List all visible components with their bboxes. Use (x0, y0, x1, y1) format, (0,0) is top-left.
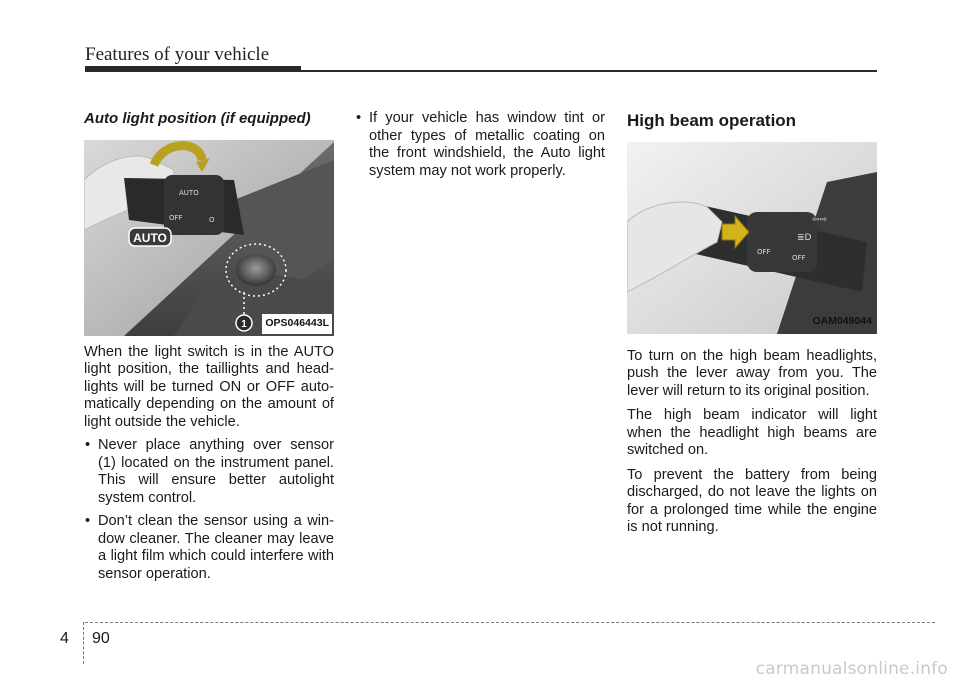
auto-label: AUTO (133, 230, 167, 245)
figure-code: OPS046443L (262, 314, 332, 334)
window-tint-bullets (355, 110, 605, 180)
auto-light-paragraph: When the light switch is in the AUTO light position, the taillights and headlights will be turned ON or OFF automatically depending on the amount of light outside the vehicle. (84, 343, 334, 430)
chapter-number: 4 (60, 630, 69, 647)
high-beam-figure (627, 142, 877, 334)
high-beam-lever-photo (627, 142, 877, 334)
svg-text:OFF: OFF (169, 213, 183, 222)
svg-text:OFF: OFF (757, 247, 771, 256)
list-item: • If your vehicle has window tint or other types of metallic coating on the front windshield, the Auto light system may not work properly. (355, 110, 605, 180)
auto-light-bullets (84, 437, 334, 583)
watermark: carmanualsonline.info (755, 659, 948, 679)
footer-divider (83, 622, 84, 664)
svg-text:AUTO: AUTO (179, 188, 199, 197)
footer-rule (85, 622, 935, 623)
right-column (627, 110, 877, 544)
battery-warning-paragraph: To prevent the battery from being discharged, do not leave the lights on for a prolonged time while the engine is not running. (627, 466, 877, 535)
page-number: 90 (92, 630, 110, 647)
header-rule (85, 70, 877, 72)
svg-text:⇦⇨: ⇦⇨ (812, 214, 828, 225)
auto-light-subheading: Auto light position (if equipped) (84, 110, 311, 127)
high-beam-heading: High beam operation (627, 111, 797, 130)
list-item: • Never place anything over sensor (1) located on the instrument panel. This will ensure better autolight system control. (84, 437, 334, 507)
figure-code: OAM049044 (812, 315, 872, 327)
list-item: • Don’t clean the sensor using a window cleaner. The cleaner may leave a light film which could interfere with sensor operation. (84, 513, 334, 583)
headlight-switch-auto-photo (84, 140, 334, 336)
svg-text:≣D: ≣D (797, 232, 812, 243)
high-beam-indicator-paragraph: The high beam indicator will light when the headlight high beams are switched on. (627, 407, 877, 458)
svg-text:O: O (209, 215, 215, 224)
auto-light-figure (84, 140, 334, 336)
high-beam-paragraph: To turn on the high beam headlights, push the lever away from you. The lever will return to its original position. (627, 347, 877, 399)
middle-column (355, 110, 605, 186)
page-header-title: Features of your vehicle (85, 44, 270, 65)
sensor-callout: 1 (241, 318, 247, 330)
svg-text:OFF: OFF (792, 253, 806, 262)
left-column (84, 110, 334, 589)
